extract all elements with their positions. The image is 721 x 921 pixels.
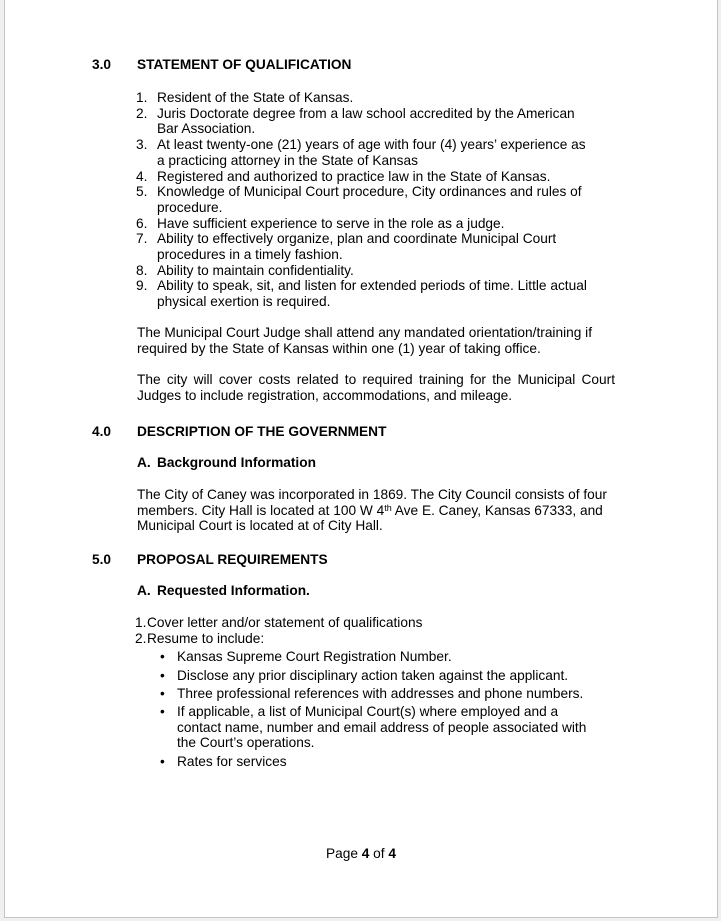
list-item — [136, 137, 587, 168]
item-line: Cover letter and/or statement of qualifications — [147, 615, 423, 630]
subsection-letter: A. — [137, 455, 151, 470]
item-line: Registered and authorized to practice law in the State of Kansas. — [157, 168, 551, 184]
item-marker: 1. — [135, 615, 147, 630]
section-3-heading — [92, 57, 351, 73]
line-post: Ave E. Caney, Kansas 67333, and — [391, 502, 603, 518]
line-pre: members. City Hall is located at 100 W 4 — [137, 502, 385, 518]
page-footer — [5, 846, 717, 862]
bullet-text — [177, 686, 583, 702]
item-marker: 5. — [136, 184, 148, 200]
item-marker: 2. — [135, 630, 147, 646]
item-text — [157, 90, 353, 106]
item-line: procedures in a timely fashion. — [157, 247, 343, 263]
bullet-icon: • — [160, 667, 165, 683]
bullet-text — [177, 668, 568, 684]
list-item — [136, 278, 587, 309]
item-marker: 6. — [136, 215, 148, 231]
list-item — [136, 184, 587, 215]
subsection-title: Background Information — [157, 455, 316, 470]
bullet-line: Rates for services — [177, 753, 287, 769]
bullet-line: Three professional references with addresses and phone numbers. — [177, 685, 584, 701]
list-item — [136, 231, 587, 262]
paragraph-line: The city will cover costs related to required training for the Municipal Court — [137, 372, 615, 387]
item-line: At least twenty-one (21) years of age with four (4) years’ experience as — [157, 137, 586, 153]
item-text — [157, 169, 550, 185]
item-text — [157, 184, 582, 215]
item-line: physical exertion is required. — [157, 294, 331, 310]
item-marker: 7. — [136, 231, 148, 247]
item-line: Bar Association. — [157, 121, 256, 137]
list-item — [136, 106, 587, 137]
list-item — [136, 216, 587, 232]
bullet-list — [160, 649, 586, 769]
section-5-heading — [92, 552, 328, 568]
section-5-number: 5.0 — [92, 552, 112, 567]
paragraph-line: The City of Caney was incorporated in 1869. The City Council consists of four — [137, 487, 607, 502]
item-marker: 9. — [136, 278, 148, 294]
list-item — [136, 90, 587, 106]
superscript-ordinal: th — [384, 502, 392, 513]
subsection-title: Requested Information. — [157, 583, 310, 598]
paragraph-line: Judges to include registration, accommodations, and mileage. — [137, 387, 513, 403]
bullet-line: If applicable, a list of Municipal Court(s) where employed and a — [177, 704, 559, 720]
item-text — [157, 231, 556, 262]
list-item — [135, 631, 586, 647]
paragraph-city-background — [137, 487, 623, 534]
item-marker: 8. — [136, 262, 148, 278]
paragraph-judge-training — [137, 325, 623, 356]
list-item — [135, 615, 586, 631]
item-line: Knowledge of Municipal Court procedure, City ordinances and rules of — [157, 184, 582, 200]
bullet-text — [177, 754, 287, 770]
bullet-item — [160, 649, 586, 665]
bullet-icon: • — [160, 753, 165, 769]
bullet-item — [160, 754, 586, 770]
bullet-line: contact name, number and email address of people associated with — [177, 719, 587, 735]
subsection-letter: A. — [137, 583, 151, 598]
section-5-title: PROPOSAL REQUIREMENTS — [137, 552, 328, 567]
page-number-total: 4 — [388, 846, 397, 861]
item-line: Ability to maintain confidentiality. — [157, 262, 354, 278]
item-marker: 3. — [136, 137, 148, 153]
bullet-item — [160, 704, 586, 751]
section-4-number: 4.0 — [92, 424, 112, 439]
item-line: Have sufficient experience to serve in the role as a judge. — [157, 215, 505, 231]
item-marker: 2. — [136, 105, 148, 121]
bullet-text — [177, 649, 452, 665]
item-text — [157, 263, 354, 279]
footer-page-label: Page — [325, 846, 362, 861]
section-4-heading — [92, 424, 386, 440]
item-text — [157, 216, 504, 232]
item-marker: 1. — [136, 90, 148, 105]
item-line: Resident of the State of Kansas. — [157, 90, 354, 105]
bullet-text — [177, 704, 586, 751]
paragraph-line — [137, 503, 623, 519]
paragraph-training-costs — [137, 372, 623, 403]
section-4-title: DESCRIPTION OF THE GOVERNMENT — [137, 424, 387, 439]
paragraph-line: Municipal Court is located at of City Hall. — [137, 518, 383, 534]
item-text — [157, 278, 587, 309]
subsection-a-background — [137, 455, 316, 471]
qualification-list — [136, 90, 587, 310]
list-item — [136, 169, 587, 185]
item-line: procedure. — [157, 199, 223, 215]
item-line: Juris Doctorate degree from a law school accredited by the American — [157, 105, 575, 121]
item-line: Resume to include: — [147, 630, 265, 646]
item-text — [157, 137, 586, 168]
item-line: Ability to speak, sit, and listen for extended periods of time. Little actual — [157, 278, 587, 294]
paragraph-line: required by the State of Kansas within one (1) year of taking office. — [137, 340, 541, 356]
list-item — [136, 263, 587, 279]
bullet-line: Disclose any prior disciplinary action taken against the applicant. — [177, 667, 569, 683]
bullet-item — [160, 668, 586, 684]
section-3-number: 3.0 — [92, 57, 112, 72]
bullet-icon: • — [160, 649, 165, 665]
bullet-line: the Court’s operations. — [177, 735, 315, 751]
bullet-icon: • — [160, 704, 165, 720]
page-number-current: 4 — [361, 846, 370, 861]
subsection-a-requested — [137, 583, 310, 599]
item-marker: 4. — [136, 168, 148, 184]
item-line: a practicing attorney in the State of Kansas — [157, 152, 418, 168]
document-page — [4, 0, 718, 918]
bullet-icon: • — [160, 685, 165, 701]
item-line: Ability to effectively organize, plan and coordinate Municipal Court — [157, 231, 557, 247]
bullet-item — [160, 686, 586, 702]
paragraph-line: The Municipal Court Judge shall attend any mandated orientation/training if — [137, 325, 593, 340]
requested-info-list — [135, 615, 586, 772]
item-text — [157, 106, 575, 137]
bullet-line: Kansas Supreme Court Registration Number. — [177, 649, 452, 665]
footer-of-label: of — [369, 846, 389, 861]
section-3-title: STATEMENT OF QUALIFICATION — [137, 57, 352, 72]
